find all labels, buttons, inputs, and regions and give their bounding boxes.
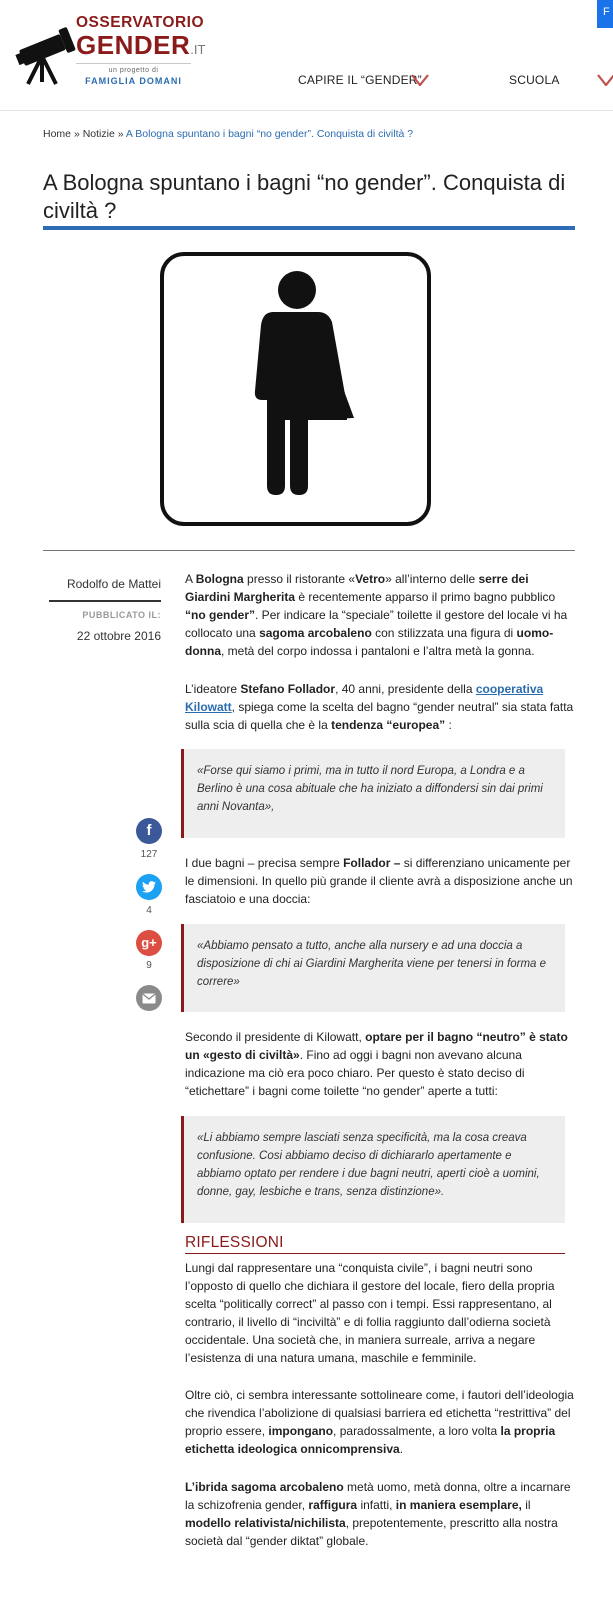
blockquote: «Forse qui siamo i primi, ma in tutto il nord Europa, a Londra e a Berlino è una cosa abituale che ha iniziato a diffondersi sin dai primi anni Novanta», — [181, 749, 565, 838]
content-separator — [43, 550, 575, 551]
facebook-share-count: 127 — [140, 849, 158, 860]
twitter-share-count: 4 — [146, 905, 152, 916]
breadcrumb-section[interactable]: Notizie — [82, 128, 115, 140]
logo-org: FAMIGLIA DOMANI — [85, 76, 182, 86]
section-heading: RIFLESSIONI — [185, 1234, 565, 1254]
article-paragraph: Oltre ciò, ci sembra interessante sottolineare come, i fautori dell’ideologia che rivendica l’abolizione di qualsiasi barriera ed etichetta “restrittiva” del proprio essere, impongano, paradossalmente, a loro volta la propria etichetta ideologica onnicomprensiva. — [185, 1388, 574, 1456]
article-paragraph: A Bologna presso il ristorante «Vetro» all’interno delle serre dei Giardini Margherita è recentemente apparso il primo bagno pubblico “no gender”. Per indicare la “speciale” toilette il gestore del locale vi ha collocato una sagoma arcobaleno con stilizzata una figura di uomo-donna, metà del corpo indossa i pantaloni e l’altra metà la gonna. — [185, 572, 568, 658]
article-paragraph: L’ideatore Stefano Follador, 40 anni, presidente della cooperativa Kilowatt, spiega come la scelta del bagno “gender neutral” sia stata fatta sulla scia di quella che è la tendenza “europea” : — [185, 682, 574, 732]
facebook-icon: f — [146, 822, 152, 839]
published-date: 22 ottobre 2016 — [76, 629, 161, 643]
nav-item-capire-il-gender[interactable]: CAPIRE IL “GENDER” — [298, 73, 422, 87]
article-paragraph: L’ibrida sagoma arcobaleno metà uomo, metà donna, oltre a incarnare la schizofrenia gender, raffigura infatti, in maniera esemplare, il modello relativista/nichilista, prepotentemente, prescritto alla nostra società dal “gender diktat” globale. — [185, 1480, 571, 1548]
logo-gender: GENDER — [76, 30, 191, 60]
googleplus-share-button[interactable] — [136, 930, 162, 956]
telescope-icon — [14, 26, 78, 86]
logo-line1: OSSERVATORIO — [76, 14, 205, 31]
email-icon — [142, 993, 156, 1004]
blockquote: «Abbiamo pensato a tutto, anche alla nursery e ad una doccia a disposizione di chi ai Giardini Margherita viene per tenersi in forma e correre» — [181, 924, 565, 1012]
breadcrumb-separator: » — [73, 128, 80, 140]
twitter-icon — [142, 881, 156, 893]
gender-neutral-restroom-sign — [158, 250, 433, 528]
title-underline — [43, 226, 575, 230]
breadcrumb-current: A Bologna spuntano i bagni “no gender”. Conquista di civiltà ? — [125, 128, 414, 140]
googleplus-share-count: 9 — [146, 960, 152, 971]
page-title: A Bologna spuntano i bagni “no gender”. Conquista di civiltà ? — [43, 170, 566, 223]
chevron-down-icon[interactable] — [597, 74, 613, 86]
chevron-down-icon[interactable] — [411, 74, 429, 86]
logo-tld: .IT — [190, 42, 206, 57]
article-paragraph: Secondo il presidente di Kilowatt, optare per il bagno “neutro” è stato un «gesto di civiltà». Fino ad oggi i bagni non avevano alcuna indicazione ma ciò era poco chiaro. Per questo è stato deciso di “etichettare” i bagni come toilette “no gender” aperte a tutti: — [185, 1030, 568, 1098]
cooperativa-kilowatt-link[interactable]: cooperativa Kilowatt — [185, 682, 544, 714]
email-share-button[interactable] — [136, 985, 162, 1011]
author-divider — [49, 600, 161, 602]
site-logo[interactable] — [14, 12, 206, 92]
article-paragraph: Lungi dal rappresentare una “conquista civile”, i bagni neutri sono l’opposto di quello che dichiara il gestore del locale, fiero della propria scelta “politically correct” al passo con i tempi. Essi rappresentano, al contrario, il livello di “inciviltà” e di follia raggiunto dall’odierna società occidentale. Una società che, in maniera surreale, arriva a negare l’esistenza di una natura umana, maschile e femminile. — [185, 1261, 555, 1365]
author-name[interactable]: Rodolfo de Mattei — [66, 577, 161, 591]
breadcrumb-home[interactable]: Home — [43, 128, 72, 140]
article-paragraph: I due bagni – precisa sempre Follador – si differenziano unicamente per le dimensioni. In quello più grande il cliente avrà a disposizione anche un fasciatoio e una doccia: — [185, 856, 573, 906]
corner-tab[interactable]: F — [597, 0, 613, 28]
nav-item-scuola[interactable]: SCUOLA — [509, 73, 560, 87]
published-label: PUBBLICATO IL: — [82, 610, 161, 620]
google-plus-icon: g+ — [141, 935, 157, 950]
logo-tagline: un progetto di — [108, 67, 159, 74]
facebook-share-button[interactable] — [136, 818, 162, 844]
breadcrumb-separator: » — [117, 128, 124, 140]
blockquote: «Li abbiamo sempre lasciati senza specificità, ma la cosa creava confusione. Cosi abbiamo deciso di dichiararlo apertamente e abbiamo optato per rendere i due bagni neutri, aperti cioè a uomini, donne, gay, lesbiche e trans, senza distinzione». — [181, 1116, 565, 1223]
logo-line2 — [76, 31, 205, 64]
breadcrumb — [43, 128, 413, 140]
site-header — [0, 0, 613, 111]
twitter-share-button[interactable] — [136, 874, 162, 900]
logo-divider — [76, 63, 191, 64]
